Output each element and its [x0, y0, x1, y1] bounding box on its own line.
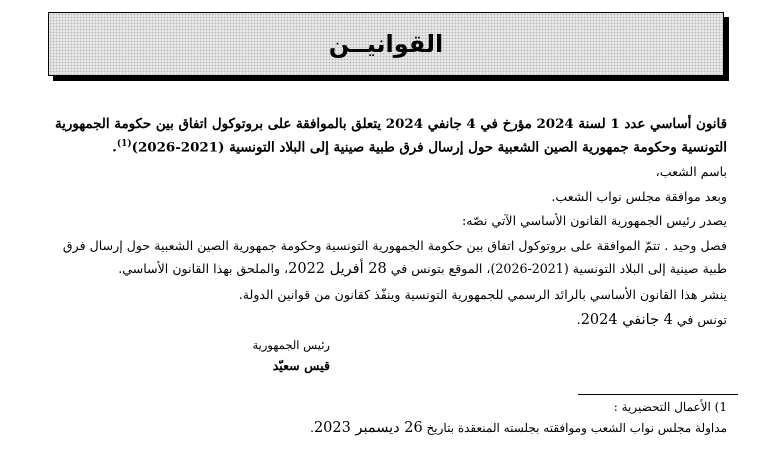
footnote-date: 26 ديسمبر 2023 [313, 420, 423, 436]
preamble-line-1: باسم الشعب، [655, 164, 727, 179]
publication-clause: ينشر هذا القانون الأساسي بالرائد الرسمي للجمهورية التونسية وينفّذ كقانون من قوانين الدولة. [238, 287, 727, 302]
footnote-text-a: مداولة مجلس نواب الشعب وموافقته بجلسته المنعقدة بتاريخ [422, 421, 727, 435]
footnote-text-b: . [310, 421, 314, 435]
footnote-divider [578, 394, 738, 395]
law-title-line-2-text: التونسية وحكومة جمهورية الصين الشعبية حول إرسال فرق طبية صينية إلى البلاد التونسية (2021-2026) [131, 139, 727, 156]
preamble-line-3: يصدر رئيس الجمهورية القانون الأساسي الآتي نصّه: [461, 213, 727, 228]
article-line-2-b: ، والملحق بهذا القانون الأساسي. [118, 261, 289, 276]
place-date-suffix: . [576, 312, 581, 327]
footnote-reference: (1) [116, 139, 132, 149]
place-date-prefix: تونس في [672, 312, 727, 327]
preamble-line-2: وبعد موافقة مجلس نواب الشعب. [551, 189, 727, 204]
place-date [577, 312, 727, 328]
article-line-1: فصل وحيد . تتمّ الموافقة على بروتوكول اتفاق بين حكومة الجمهورية التونسية وحكومة جمهورية الصين الشعبية حول إرسال فرق [62, 238, 727, 253]
law-title-line-2-end: . [112, 139, 117, 156]
signature-name: قيس سعيّد [272, 358, 330, 373]
article-line-2 [118, 261, 727, 277]
article-line-2-a: طبية صينية إلى البلاد التونسية (2021-2026)، الموقع بتونس في [386, 261, 727, 276]
section-banner [48, 12, 724, 76]
section-title: القوانيــن [328, 30, 444, 58]
footnote-text [310, 420, 727, 436]
law-title-line-2 [112, 139, 727, 155]
signature-role: رئيس الجمهورية [252, 338, 330, 352]
footnote-label: 1) الأعمال التحضيرية : [613, 400, 727, 414]
article-date: 28 أفريل 2022 [288, 261, 387, 277]
place-date-date: 4 جانفي 2024 [580, 312, 673, 328]
law-title-line-1: قانون أساسي عدد 1 لسنة 2024 مؤرخ في 4 جانفي 2024 يتعلق بالموافقة على بروتوكول اتفاق بين حكومة الجمهورية [54, 116, 727, 132]
